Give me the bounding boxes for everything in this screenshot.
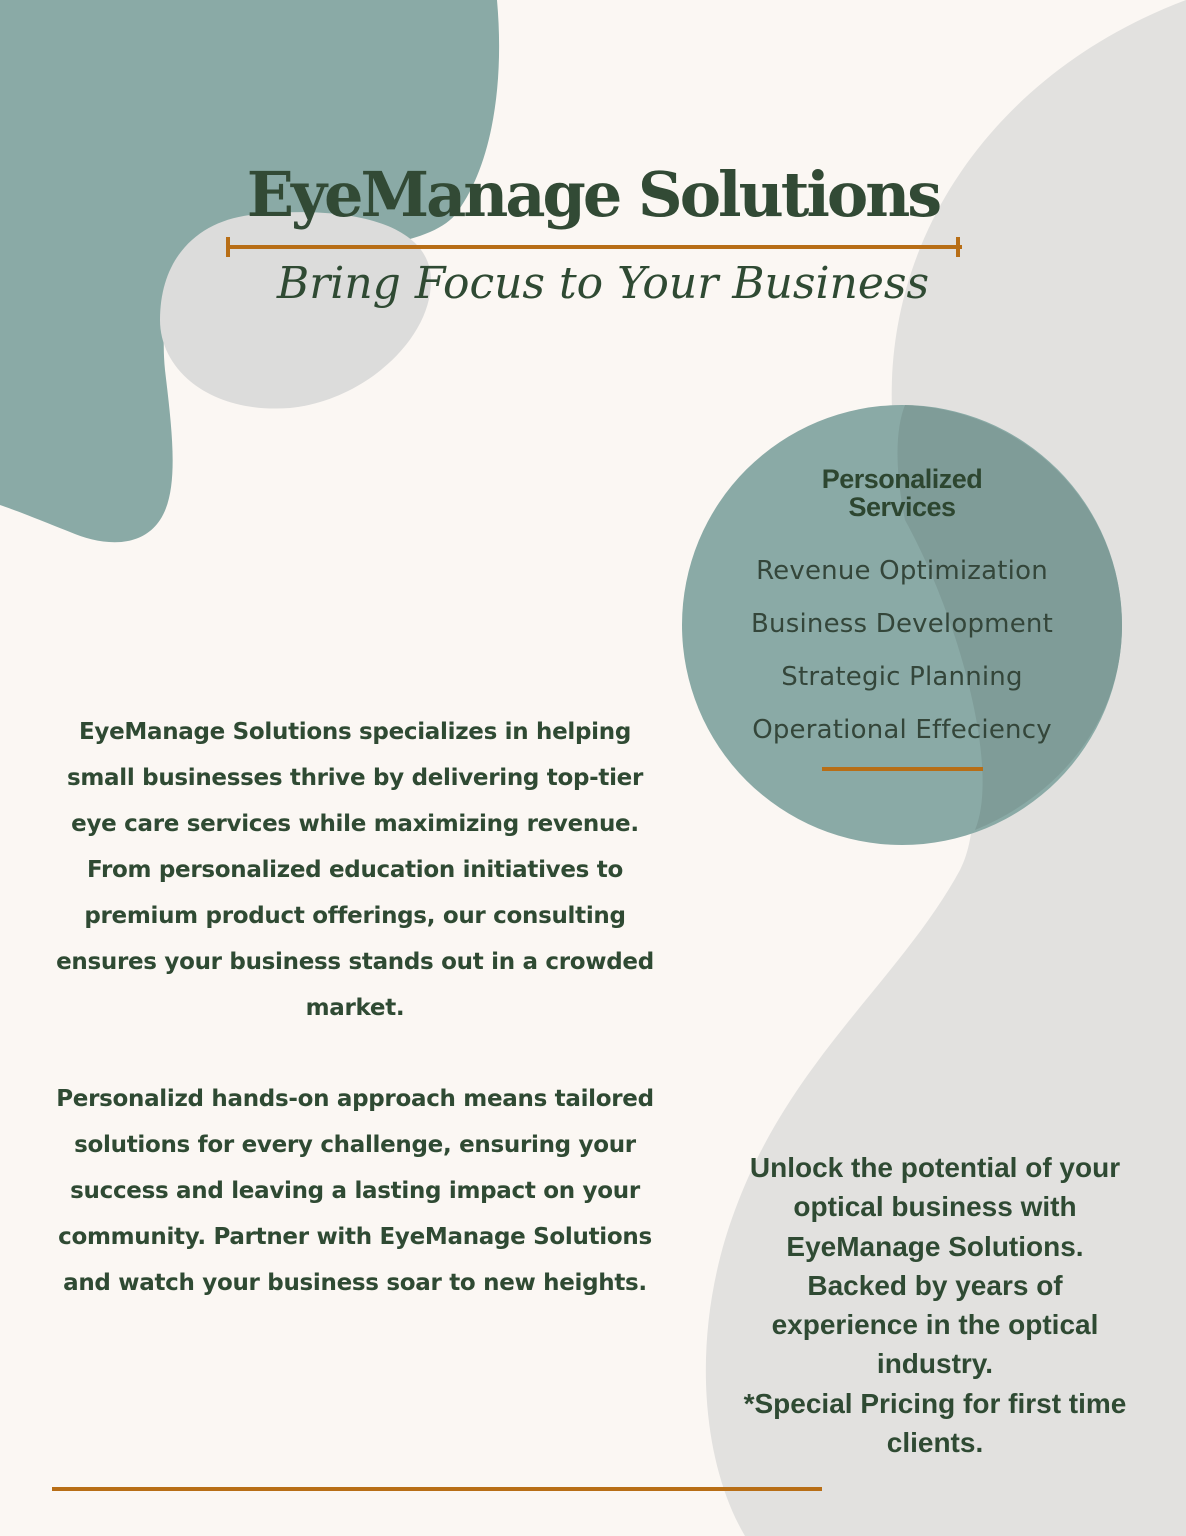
services-list [682,545,1122,757]
company-title: EyeManage Solutions [246,158,940,231]
services-panel [682,405,1122,757]
service-item-revenue-optimization: Revenue Optimization [756,556,1048,586]
service-item-business-development: Business Development [751,609,1053,639]
service-item-operational-efficiency: Operational Effeciency [752,715,1052,745]
special-pricing-text: *Special Pricing for first time clients. [743,1387,1127,1459]
cta-text: Unlock the potential of your optical business with EyeManage Solutions. Backed by years of experience in the optical industry. [749,1152,1121,1380]
intro-paragraph: EyeManage Solutions specializes in helping small businesses thrive by delivering top-tier eye care services while maximizing revenue. From personalized education initiatives to premium product offerings, our consulting ensures your business stands out in a crowded market. [56,719,654,1021]
bottom-divider [52,1487,822,1491]
services-heading [682,465,1122,521]
cta-block [740,1148,1130,1462]
services-heading-line1: Personalized [821,464,983,494]
approach-paragraph: Personalizd hands-on approach means tailored solutions for every challenge, ensuring your success and leaving a lasting impact on your community. Partner with EyeManage Solutions and watch your business soar to new heights. [56,1086,654,1296]
tagline: Bring Focus to Your Business [276,258,930,309]
service-item-strategic-planning: Strategic Planning [781,662,1023,692]
services-heading-line2: Services [848,492,956,522]
services-divider [822,767,983,771]
